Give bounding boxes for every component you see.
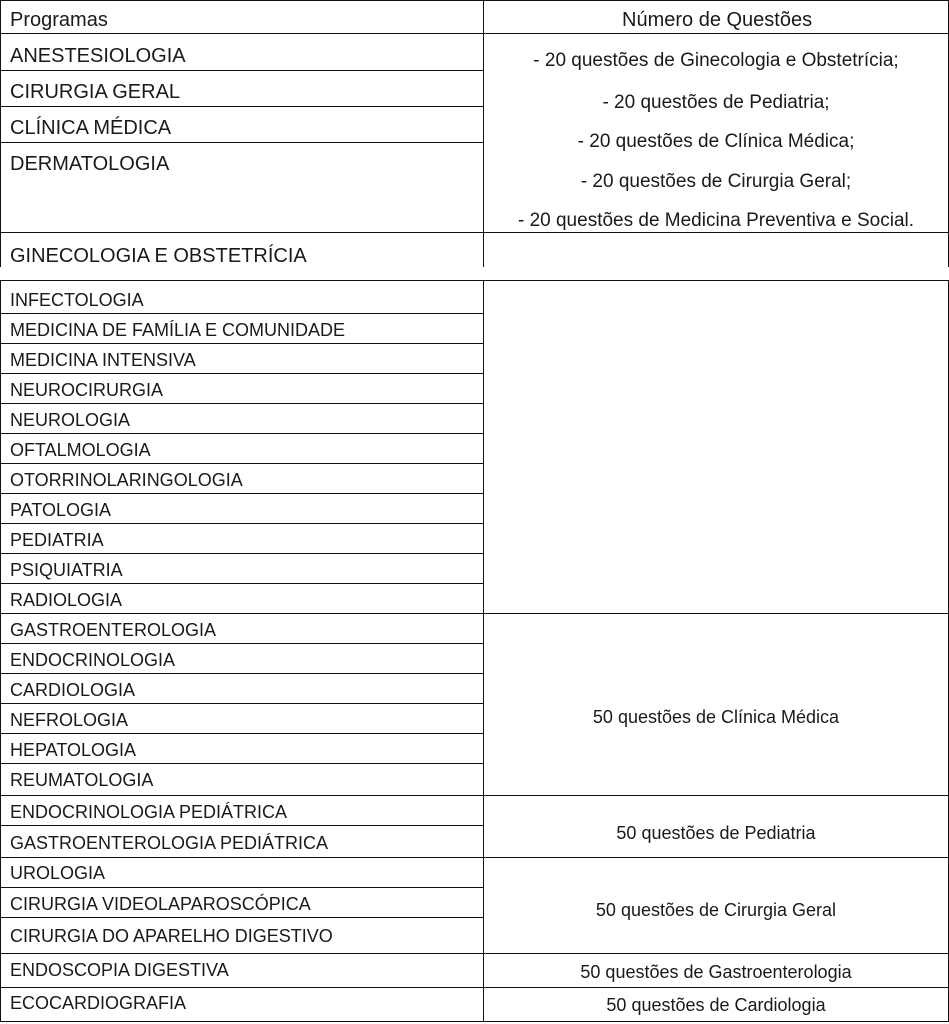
questions-cell: 50 questões de Cirurgia Geral: [595, 900, 837, 920]
questions-cell: 50 questões de Cardiologia: [606, 995, 826, 1015]
questions-line: - 20 questões de Clínica Médica;: [577, 131, 855, 152]
program-cell: NEFROLOGIA: [10, 710, 129, 730]
row-divider: [0, 142, 483, 143]
program-cell: OTORRINOLARINGOLOGIA: [10, 470, 243, 490]
group-divider: [0, 613, 949, 614]
row-divider: [0, 673, 483, 674]
program-cell: INFECTOLOGIA: [10, 290, 144, 310]
program-cell: ANESTESIOLOGIA: [10, 45, 186, 67]
row-divider: [0, 232, 949, 233]
program-cell: MEDICINA DE FAMÍLIA E COMUNIDADE: [10, 320, 346, 340]
questions-line: - 20 questões de Medicina Preventiva e Social.: [517, 210, 915, 231]
table-border: [0, 280, 1, 1022]
row-divider: [0, 313, 483, 314]
program-cell: PEDIATRIA: [10, 530, 104, 550]
program-cell: ENDOSCOPIA DIGESTIVA: [10, 960, 229, 980]
program-cell: MEDICINA INTENSIVA: [10, 350, 196, 370]
row-divider: [0, 553, 483, 554]
header-programas: Programas: [10, 9, 108, 31]
row-divider: [0, 493, 483, 494]
program-cell: CLÍNICA MÉDICA: [10, 117, 172, 139]
program-cell: NEUROCIRURGIA: [10, 380, 164, 400]
row-divider: [0, 523, 483, 524]
program-cell: CIRURGIA GERAL: [10, 81, 181, 103]
table-border: [0, 33, 949, 34]
group-divider: [0, 953, 949, 954]
questions-line: - 20 questões de Cirurgia Geral;: [580, 171, 852, 192]
table-border: [0, 0, 949, 1]
program-cell: PSIQUIATRIA: [10, 560, 123, 580]
questions-line: - 20 questões de Pediatria;: [602, 92, 830, 113]
program-cell: GASTROENTEROLOGIA: [10, 620, 217, 640]
table-border: [0, 0, 1, 267]
questions-line: - 20 questões de Ginecologia e Obstetrícia;: [533, 50, 899, 71]
row-divider: [0, 643, 483, 644]
program-cell: CIRURGIA DO APARELHO DIGESTIVO: [10, 926, 333, 946]
group-divider: [0, 795, 949, 796]
row-divider: [0, 343, 483, 344]
row-divider: [0, 433, 483, 434]
row-divider: [0, 703, 483, 704]
program-cell: RADIOLOGIA: [10, 590, 123, 610]
row-divider: [0, 106, 483, 107]
program-cell: PATOLOGIA: [10, 500, 112, 520]
program-cell: ECOCARDIOGRAFIA: [10, 993, 187, 1013]
program-cell: CIRURGIA VIDEOLAPAROSCÓPICA: [10, 894, 311, 914]
row-divider: [0, 763, 483, 764]
row-divider: [0, 70, 483, 71]
group-divider: [0, 987, 949, 988]
row-divider: [0, 917, 483, 918]
row-divider: [0, 583, 483, 584]
table-border: [0, 1021, 949, 1022]
table-border: [0, 280, 949, 281]
row-divider: [0, 887, 483, 888]
row-divider: [0, 825, 483, 826]
row-divider: [0, 373, 483, 374]
row-divider: [0, 463, 483, 464]
group-divider: [0, 857, 949, 858]
row-divider: [0, 403, 483, 404]
questions-cell: 50 questões de Pediatria: [616, 823, 816, 843]
program-cell: ENDOCRINOLOGIA: [10, 650, 176, 670]
program-cell: GASTROENTEROLOGIA PEDIÁTRICA: [10, 833, 329, 853]
program-cell: DERMATOLOGIA: [10, 153, 170, 175]
program-cell: UROLOGIA: [10, 863, 106, 883]
program-cell: GINECOLOGIA E OBSTETRÍCIA: [10, 245, 307, 267]
program-cell: ENDOCRINOLOGIA PEDIÁTRICA: [10, 802, 288, 822]
questions-cell: 50 questões de Gastroenterologia: [580, 962, 852, 982]
program-cell: OFTALMOLOGIA: [10, 440, 151, 460]
header-numero-questoes: Número de Questões: [622, 9, 813, 31]
questions-cell: 50 questões de Clínica Médica: [592, 707, 840, 727]
program-cell: HEPATOLOGIA: [10, 740, 137, 760]
row-divider: [0, 733, 483, 734]
program-cell: NEUROLOGIA: [10, 410, 131, 430]
program-cell: REUMATOLOGIA: [10, 770, 154, 790]
program-cell: CARDIOLOGIA: [10, 680, 136, 700]
